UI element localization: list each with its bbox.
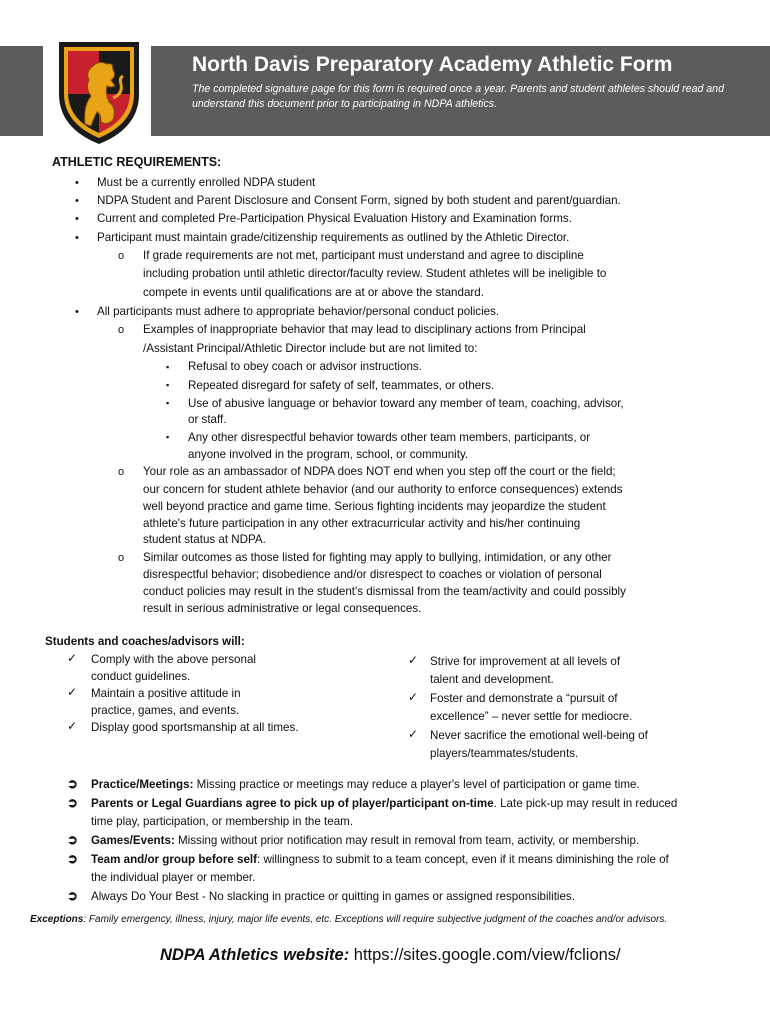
conduct-text-line: Examples of inappropriate behavior that may lead to disciplinary actions from Principal — [143, 323, 586, 336]
grade-text-line: including probation until athletic director/faculty review. Student athletes will be ineligible to — [143, 267, 607, 280]
policy-label: Games/Events: — [91, 834, 175, 847]
policy-text: Missing without prior notification may result in removal from team, activity, or membership. — [174, 834, 640, 847]
ambassador-line: well beyond practice and game time. Serious fighting incidents may jeopardize the student — [143, 500, 606, 513]
square-bullet: ▪ — [166, 362, 170, 372]
check-icon: ✓ — [67, 651, 78, 665]
policy-text: Missing practice or meetings may reduce a player's level of participation or game time. — [193, 778, 640, 791]
conduct-item: All participants must adhere to appropriate behavior/personal conduct policies. — [97, 305, 500, 318]
sub-bullet: o — [118, 250, 125, 262]
website-link[interactable]: https://sites.google.com/view/fclions/ — [349, 946, 621, 964]
website-line — [160, 946, 621, 965]
will-right-line: talent and development. — [430, 673, 554, 686]
policy-item — [91, 888, 575, 906]
policy-cont: the individual player or member. — [91, 871, 256, 884]
will-right-line: excellence” – never settle for mediocre. — [430, 710, 633, 723]
requirement-item: Must be a currently enrolled NDPA student — [97, 176, 316, 189]
check-icon: ✓ — [408, 690, 419, 704]
policy-item — [91, 795, 677, 813]
will-right-line: Foster and demonstrate a “pursuit of — [430, 692, 618, 705]
example-line: Repeated disregard for safety of self, teammates, or others. — [188, 379, 495, 392]
will-left-line: conduct guidelines. — [91, 670, 191, 683]
arrow-icon: ➲ — [67, 888, 78, 903]
policy-text: . Late pick-up may result in reduced — [493, 797, 678, 810]
requirements-heading: ATHLETIC REQUIREMENTS: — [52, 155, 222, 169]
page-subtitle: The completed signature page for this form is required once a year. Parents and student athletes should read and understand this document prior to participating in NDPA athletics. — [192, 83, 724, 110]
check-icon: ✓ — [67, 685, 78, 699]
example-line: or staff. — [188, 413, 227, 426]
policy-item — [91, 832, 639, 850]
will-heading: Students and coaches/advisors will: — [45, 635, 245, 648]
example-line: anyone involved in the program, school, or community. — [188, 448, 469, 461]
sub-bullet: o — [118, 552, 125, 564]
bullet: • — [75, 177, 79, 189]
will-left-line: Comply with the above personal — [91, 653, 256, 666]
website-label: NDPA Athletics website — [160, 946, 344, 964]
arrow-icon: ➲ — [67, 832, 78, 847]
ambassador-line: our concern for student athlete behavior (and our authority to enforce consequences) extends — [143, 483, 623, 496]
bullet: • — [75, 232, 79, 244]
ambassador-line: athlete's future participation in any other extracurricular activity and his/her continuing — [143, 517, 581, 530]
exceptions-label: Exceptions — [30, 914, 84, 925]
requirement-item: Participant must maintain grade/citizenship requirements as outlined by the Athletic Director. — [97, 231, 570, 244]
ambassador-line: Your role as an ambassador of NDPA does NOT end when you step off the court or the field; — [143, 465, 616, 478]
header-band-left — [0, 46, 43, 136]
will-left-line: practice, games, and events. — [91, 704, 240, 717]
requirement-item: Current and completed Pre-Participation Physical Evaluation History and Examination forms. — [97, 212, 572, 225]
bullet: • — [75, 195, 79, 207]
will-right-line: Strive for improvement at all levels of — [430, 655, 621, 668]
arrow-icon: ➲ — [67, 776, 78, 791]
policy-text: : willingness to submit to a team concept, even if it means diminishing the role of — [257, 853, 669, 866]
arrow-icon: ➲ — [67, 795, 78, 810]
bullet: • — [75, 306, 79, 318]
bullying-line: Similar outcomes as those listed for fighting may apply to bullying, intimidation, or any other — [143, 551, 612, 564]
bullet: • — [75, 213, 79, 225]
page-title: North Davis Preparatory Academy Athletic Form — [192, 53, 673, 76]
arrow-icon: ➲ — [67, 851, 78, 866]
check-icon: ✓ — [408, 653, 419, 667]
grade-text-line: If grade requirements are not met, participant must understand and agree to discipline — [143, 249, 584, 262]
will-right-line: players/teammates/students. — [430, 747, 579, 760]
ambassador-line: student status at NDPA. — [143, 533, 266, 546]
lion-crest-logo — [55, 36, 143, 148]
bullying-line: result in serious administrative or legal consequences. — [143, 602, 422, 615]
bullying-line: conduct policies may result in the student's dismissal from the team/activity and could possibly — [143, 585, 626, 598]
sub-bullet: o — [118, 466, 125, 478]
example-line: Use of abusive language or behavior toward any member of team, coaching, advisor, — [188, 397, 624, 410]
will-left-line: Maintain a positive attitude in — [91, 687, 241, 700]
exceptions-note — [30, 914, 667, 925]
policy-label: Team and/or group before self — [91, 853, 257, 866]
policy-cont: time play, participation, or membership in the team. — [91, 815, 354, 828]
example-line: Refusal to obey coach or advisor instructions. — [188, 360, 422, 373]
check-icon: ✓ — [67, 719, 78, 733]
sub-bullet: o — [118, 324, 125, 336]
exceptions-text: : Family emergency, illness, injury, major life events, etc. Exceptions will require subjective judgment of the coaches and/or advisors. — [83, 914, 668, 925]
requirement-item: NDPA Student and Parent Disclosure and Consent Form, signed by both student and parent/guardian. — [97, 194, 621, 207]
policy-label: Parents or Legal Guardians agree to pick up of player/participant on-time — [91, 797, 494, 810]
check-icon: ✓ — [408, 727, 419, 741]
will-right-line: Never sacrifice the emotional well-being of — [430, 729, 648, 742]
conduct-text-line: /Assistant Principal/Athletic Director include but are not limited to: — [143, 342, 478, 355]
will-left-line: Display good sportsmanship at all times. — [91, 721, 299, 734]
policy-item — [91, 851, 669, 869]
website-colon: : — [343, 946, 350, 964]
policy-item — [91, 776, 640, 794]
square-bullet: ▪ — [166, 432, 170, 442]
square-bullet: ▪ — [166, 398, 170, 408]
policy-text: Always Do Your Best - No slacking in practice or quitting in games or assigned responsibilities. — [91, 890, 575, 903]
square-bullet: ▪ — [166, 380, 170, 390]
policy-label: Practice/Meetings: — [91, 778, 194, 791]
bullying-line: disrespectful behavior; disobedience and/or disrespect to coaches or violation of personal — [143, 568, 602, 581]
grade-text-line: compete in events until qualifications are at or above the standard. — [143, 286, 484, 299]
example-line: Any other disrespectful behavior towards other team members, participants, or — [188, 431, 591, 444]
